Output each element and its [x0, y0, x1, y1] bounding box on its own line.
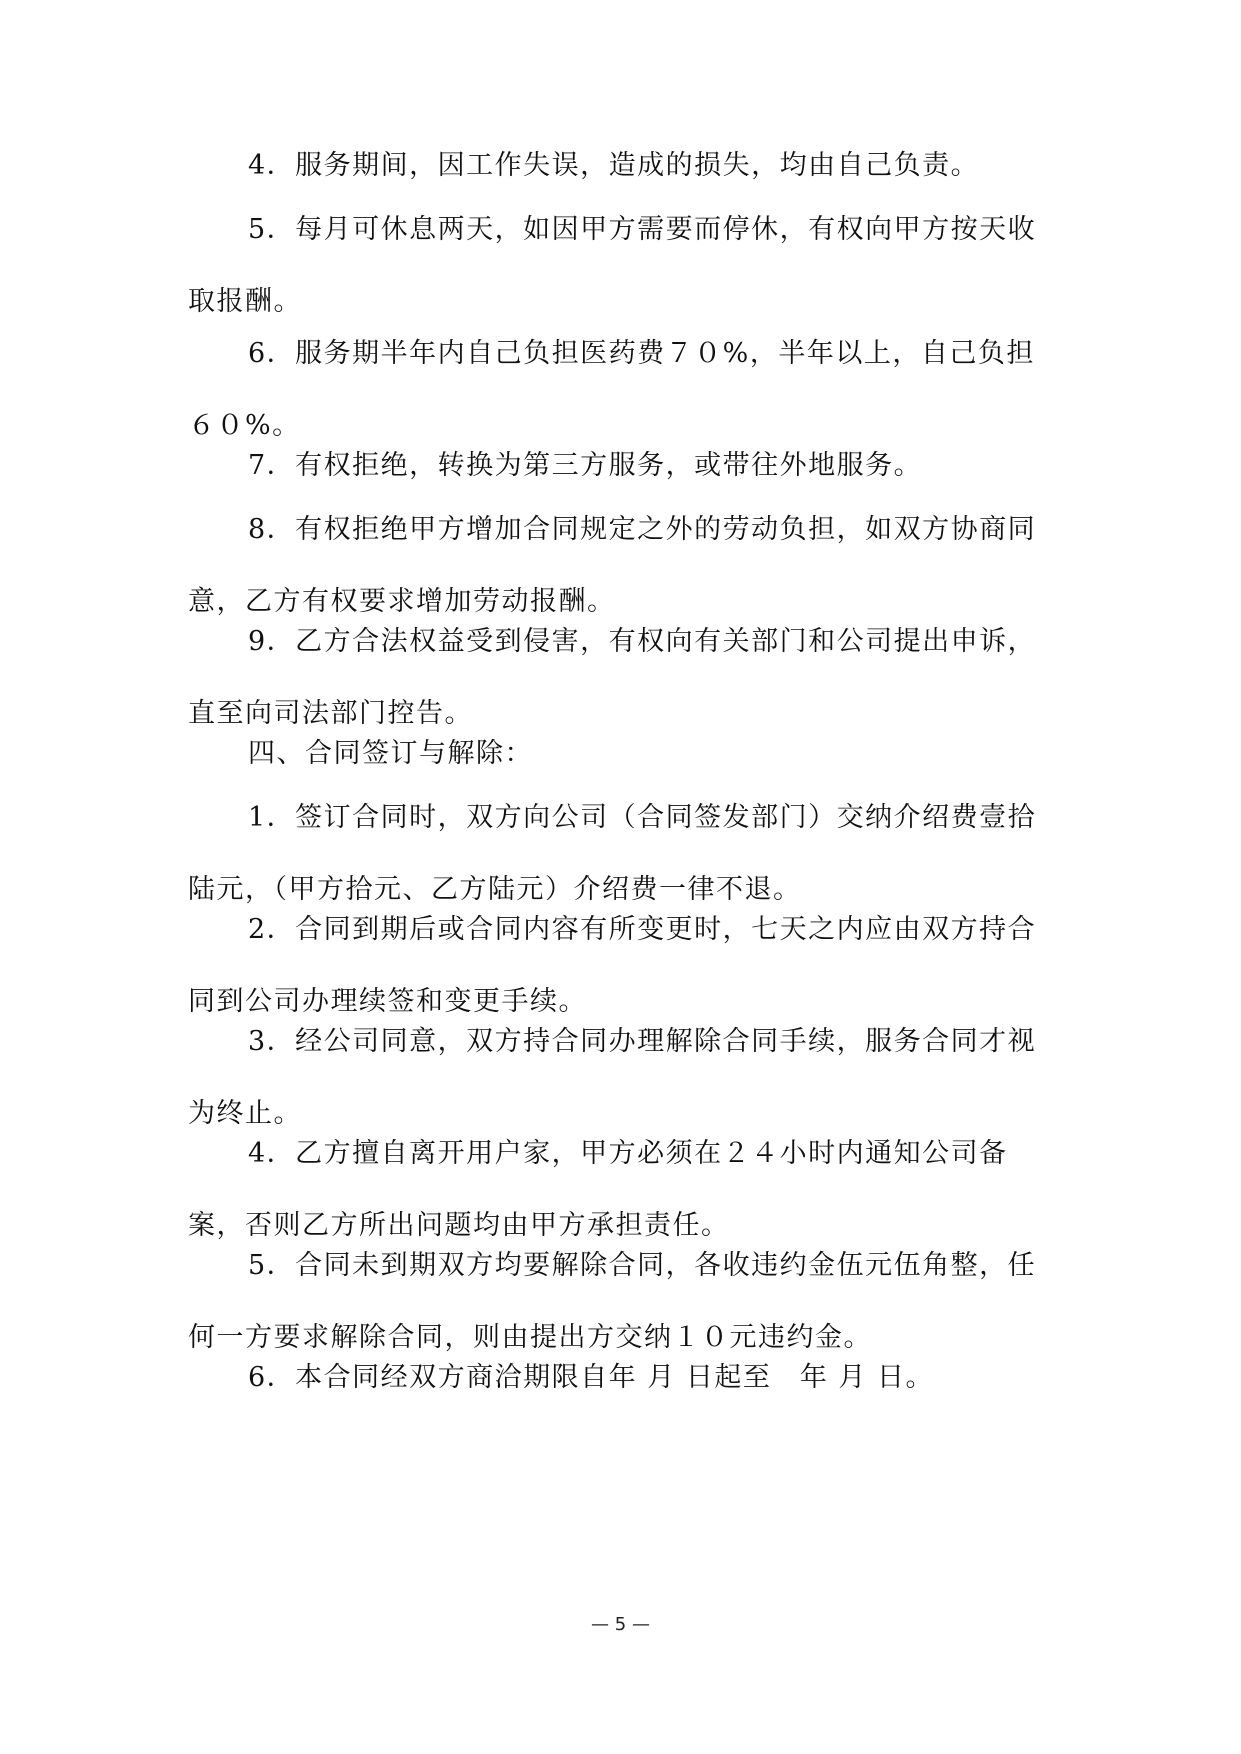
section-4-clause-6: 6．本合同经双方商洽期限自年 月 日起至 年 月 日。 [248, 1362, 935, 1393]
page-number: — 5 — [591, 1614, 650, 1635]
clause-9-complaints: 9．乙方合法权益受到侵害，有权向有关部门和公司提出申诉，直至向司法部门控告。 [188, 626, 1037, 729]
section-4-clause-2: 2．合同到期后或合同内容有所变更时，七天之内应由双方持合同到公司办理续签和变更手续。 [188, 914, 1037, 1017]
section-4-clause-4: 4．乙方擅自离开用户家，甲方必须在２４小时内通知公司备案，否则乙方所出问题均由甲方承担责任。 [188, 1138, 1008, 1241]
clause-5-rest-days: 5．每月可休息两天，如因甲方需要而停休，有权向甲方按天收取报酬。 [188, 214, 1037, 317]
clause-8-extra-labor: 8．有权拒绝甲方增加合同规定之外的劳动负担，如双方协商同意，乙方有权要求增加劳动报酬。 [188, 514, 1037, 617]
clause-6-medical-costs: 6．服务期半年内自己负担医药费７０%，半年以上，自己负担６０%。 [188, 338, 1035, 441]
section-4-heading: 四、合同签订与解除： [248, 738, 533, 769]
clause-4-work-errors: 4．服务期间，因工作失误，造成的损失，均由自己负责。 [248, 150, 980, 181]
section-4-clause-1: 1．签订合同时，双方向公司（合同签发部门）交纳介绍费壹拾陆元，（甲方拾元、乙方陆元）介绍费一律不退。 [188, 802, 1037, 905]
section-4-clause-5: 5．合同未到期双方均要解除合同，各收违约金伍元伍角整，任何一方要求解除合同，则由提出方交纳１０元违约金。 [188, 1250, 1037, 1353]
section-4-clause-3: 3．经公司同意，双方持合同办理解除合同手续，服务合同才视为终止。 [188, 1026, 1037, 1129]
clause-7-refuse-transfer: 7．有权拒绝，转换为第三方服务，或带往外地服务。 [248, 450, 923, 481]
